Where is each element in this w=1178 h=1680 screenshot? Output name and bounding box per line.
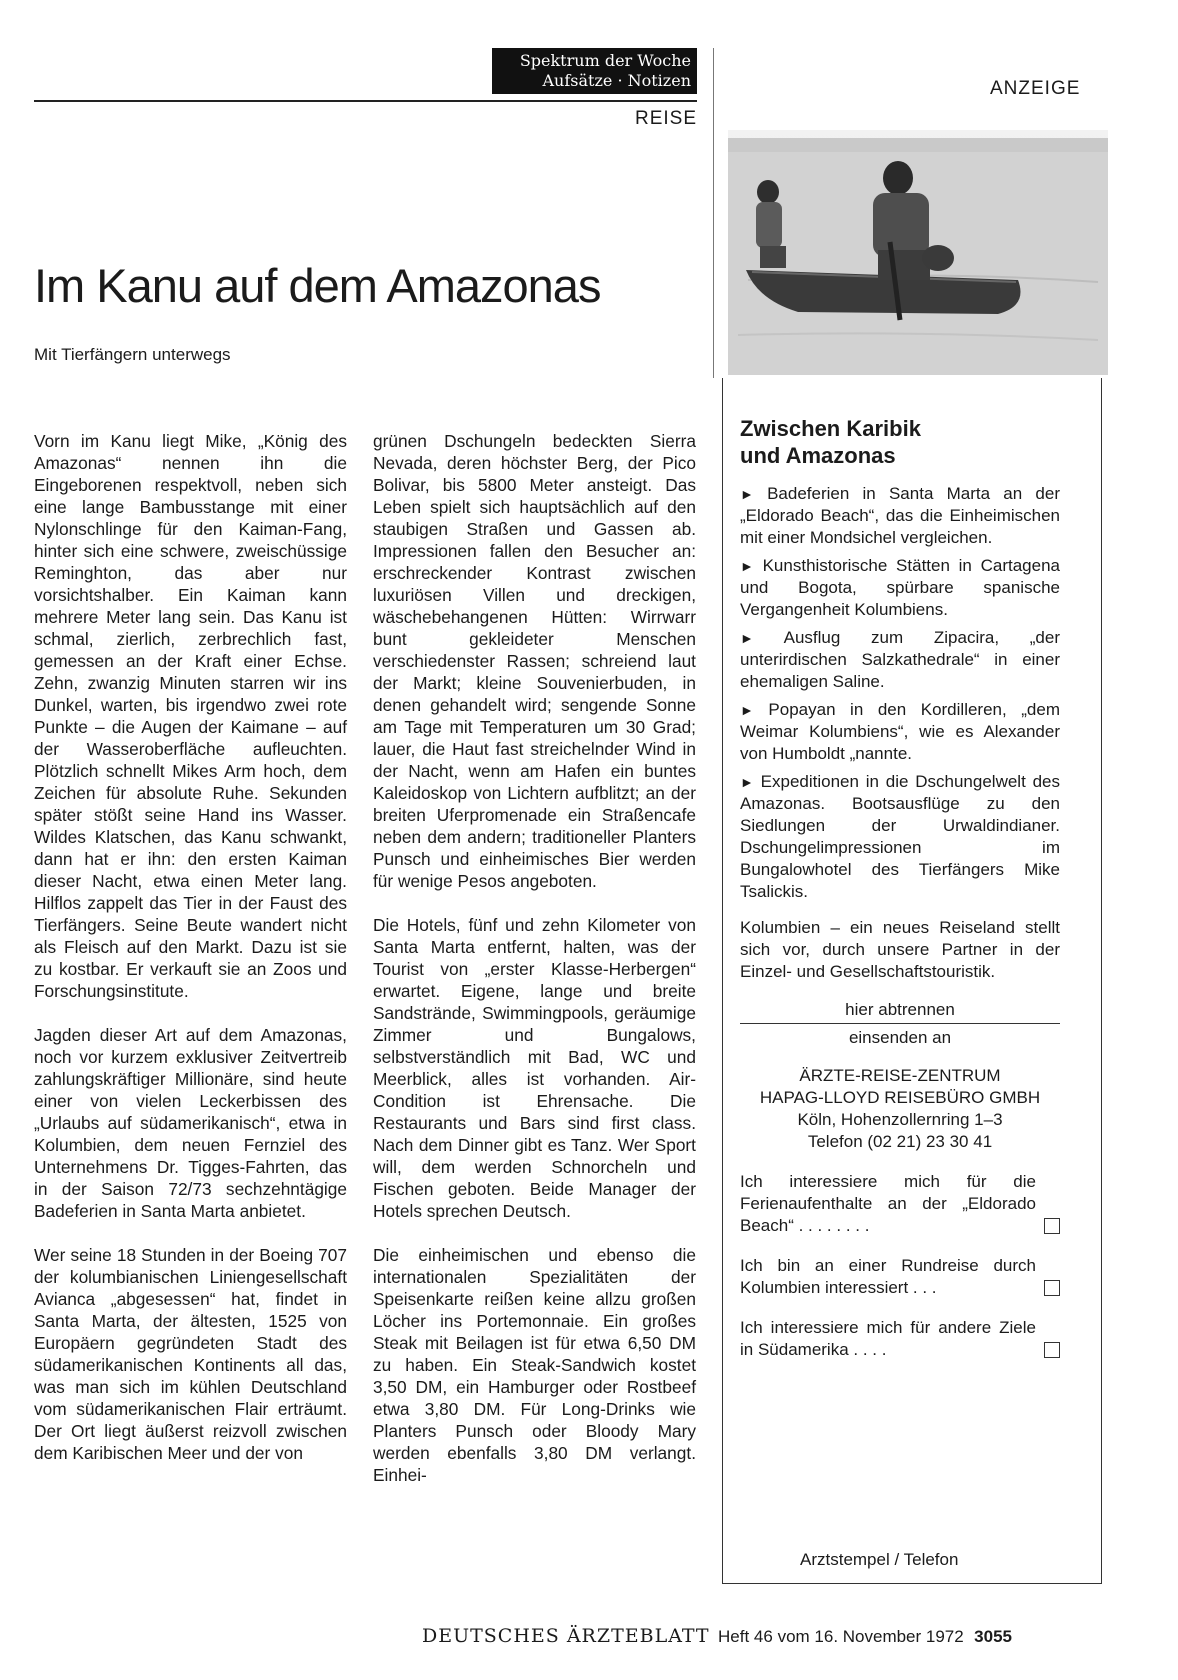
paragraph: Die Hotels, fünf und zehn Kilometer von Santa Marta entfernt, halten, was der Tourist von „erster Klasse-Herbergen“ erwartet. Eigene, lange und breite Sandstrände, Swimmingpools, geräumige Zimmer und Bungalows, selbstverständlich mit Bad, WC und Meerblick, alles ist vorhanden. Air-Condition ist Ehrensache. Die Restaurants und Bars sind first class. Nach dem Dinner gibt es Tanz. Wer Sport will, dem werden Schnorcheln und Fischen geboten. Beide Manager der Hotels sprechen Deutsch. [373,915,696,1221]
address-line: Telefon (02 21) 23 30 41 [807,1132,993,1151]
ad-intro-text: Kolumbien – ein neues Reiseland stellt sich vor, durch unsere Partner in der Einzel- und Gesellschaftstouristik. [740,918,1060,981]
section-label-line1: Spektrum der Woche [519,51,691,70]
ad-offer-item: ► Expeditionen in die Dschungelwelt des Amazonas. Bootsausflüge zu den Siedlungen der Urwaldindianer. Dschungelimpressionen im Bungalowhotel des Tierfängers Mike Tsalickis. [740,772,1060,901]
ressort-label: REISE [634,108,697,129]
arrow-right-icon: ► [740,486,754,502]
address-line: Köln, Hohenzollernring 1–3 [797,1110,1003,1129]
advertisement [740,415,1060,1361]
coupon-checkbox[interactable] [1044,1342,1060,1358]
section-label-box [492,48,697,94]
coupon-checkbox[interactable] [1044,1218,1060,1234]
arrow-right-icon: ► [740,774,754,790]
issue-info: Heft 46 vom 16. November 1972 [718,1627,964,1646]
doctor-stamp-label: Arztstempel / Telefon [800,1550,959,1569]
article-column-1 [34,430,347,1486]
arrow-right-icon: ► [740,558,754,574]
section-label-line2: Aufsätze · Notizen [542,71,691,90]
coupon-checkbox[interactable] [1044,1280,1060,1296]
paragraph: Wer seine 18 Stunden in der Boeing 707 der kolumbianischen Liniengesellschaft Avianca „abgesessen“ hat, findet in Santa Marta, der ältesten, 1525 von Europäern gegründeten Stadt des südamerikanischen Kontinents all das, was man sich im kühlen Deutschland vom südamerikanischen Flair erträumt. Der Ort liegt äußerst reizvoll zwischen dem Karibischen Meer und der von [34,1245,347,1463]
coupon-option-label: Ich interessiere mich für andere Ziele in Südamerika . . . . [740,1318,1036,1359]
coupon-option-label: Ich interessiere mich für die Ferienaufenthalte an der „Eldorado Beach“ . . . . . . . . [740,1172,1036,1235]
ad-title-line2: und Amazonas [740,443,896,468]
ad-offer-item: ► Kunsthistorische Stätten in Cartagena und Bogota, spürbare spanische Vergangenheit Kolumbiens. [740,556,1060,619]
coupon-option [740,1171,1060,1237]
ad-offer-list [740,483,1060,903]
article-column-2 [373,430,696,1508]
address-line: ÄRZTE-REISE-ZENTRUM [799,1066,1001,1085]
coupon-option [740,1317,1060,1361]
address-line: HAPAG-LLOYD REISEBÜRO GMBH [759,1088,1041,1107]
canoe-photo [728,130,1108,375]
cut-here-label: hier abtrennen [845,1000,955,1019]
paragraph: Vorn im Kanu liegt Mike, „König des Amazonas“ nennen ihn die Eingeborenen respektvoll, neben sich eine lange Bambusstange mit einer Nylonschlinge für den Kaiman-Fang, hinter sich eine schwere, zweischüssige Reminghton, das aber nur vorsichtshalber. Ein Kaiman kann mehrere Meter lang sein. Das Kanu ist schmal, zierlich, zerbrechlich fast, gemessen an der Kraft einer Echse. Zehn, zwanzig Minuten starren wir ins Dunkel, warten, bis irgendwo zwei rote Punkte – die Augen der Kaimane – auf der Wasseroberfläche aufleuchten. Plötzlich schnellt Mikes Arm hoch, dem Zeichen für absolute Ruhe. Sekunden später stößt seine Hand ins Wasser. Wildes Klatschen, das Kanu schwankt, dann hat er ihn: den ersten Kaiman dieser Nacht, etwa einen Meter lang. Hilflos zappelt das Tier in der Faust des Tierfängers. Seine Beute wandert nicht als Fleisch auf den Markt. Dazu ist sie zu kostbar. Er verkauft sie an Zoos und Forschungsinstitute. [34,431,347,1001]
article-title: Im Kanu auf dem Amazonas [34,259,601,312]
header-rule [34,100,697,102]
ad-offer-item: ► Badeferien in Santa Marta an der „Eldorado Beach“, das die Einheimischen mit einer Mondsichel vergleichen. [740,484,1060,547]
paragraph: Jagden dieser Art auf dem Amazonas, noch vor kurzem exklusiver Zeitvertreib zahlungskräftiger Millionäre, sind heute einer von vielen Leckerbissen des „Urlaubs auf südamerikanisch“, etwa in Kolumbien, dem neuen Fernziel des Unternehmens Dr. Tigges-Fahrten, das in der Saison 72/73 sechzehntägige Badeferien in Santa Marta anbietet. [34,1025,347,1221]
coupon-option-label: Ich bin an einer Rundreise durch Kolumbien interessiert . . . [740,1256,1036,1297]
page-footer [422,1625,1012,1647]
ad-offer-item: ► Popayan in den Kordilleren, „dem Weimar Kolumbiens“, wie es Alexander von Humboldt „nannte. [740,700,1060,763]
ad-title [740,415,1060,469]
ad-title-line1: Zwischen Karibik [740,416,921,441]
paragraph: Die einheimischen und ebenso die internationalen Spezialitäten der Speisenkarte reißen keine allzu großen Löcher ins Portemonnaie. Ein großes Steak mit Beilagen ist für etwa 6,50 DM zu haben. Ein Steak-Sandwich kostet 3,50 DM, ein Hamburger oder Rostbeef etwa 3,80 DM. Für Long-Drinks wie Planters Punsch oder Bloody Mary werden ebenfalls 3,80 DM verlangt. Einhei- [373,1245,696,1485]
coupon-option [740,1255,1060,1299]
paragraph: grünen Dschungeln bedeckten Sierra Nevada, deren höchster Berg, der Pico Bolivar, bis 5800 Meter ansteigt. Das Leben spielt sich hauptsächlich auf den staubigen Straßen und Gassen ab. Impressionen fallen den Besucher an: erschreckender Kontrast zwischen luxuriösen Villen und dreckigen, wäschebehangenen Hütten: Wirrwarr bunt gekleideter Menschen verschiedenster Rassen; schreiend laut der Markt; kleine Souvenierbuden, in denen gehandelt wird; sengende Sonne am Tage mit Temperaturen um 30 Grad; lauer, die Haut fast streichelnder Wind in der Nacht, wenn am Hafen ein buntes Kaleidoskop von Lichtern aufblitzt; an der breiten Uferpromenade ein Straßencafe neben dem andern; traditioneller Planters Punsch und einheimisches Bier werden für wenige Pesos angeboten. [373,431,696,891]
page-number: 3055 [974,1627,1012,1646]
ad-offer-item: ► Ausflug zum Zipacira, „der unterirdischen Salzkathedrale“ in einer ehemaligen Saline. [740,628,1060,691]
arrow-right-icon: ► [740,702,754,718]
column-divider [713,48,714,378]
advertisement-label: ANZEIGE [990,78,1081,99]
cut-line [740,1023,1060,1024]
article-subtitle: Mit Tierfängern unterwegs [34,345,231,364]
send-to-label: einsenden an [848,1028,952,1047]
journal-name: DEUTSCHES ÄRZTEBLATT [422,1625,710,1647]
address-block [740,1065,1060,1153]
arrow-right-icon: ► [740,630,754,646]
